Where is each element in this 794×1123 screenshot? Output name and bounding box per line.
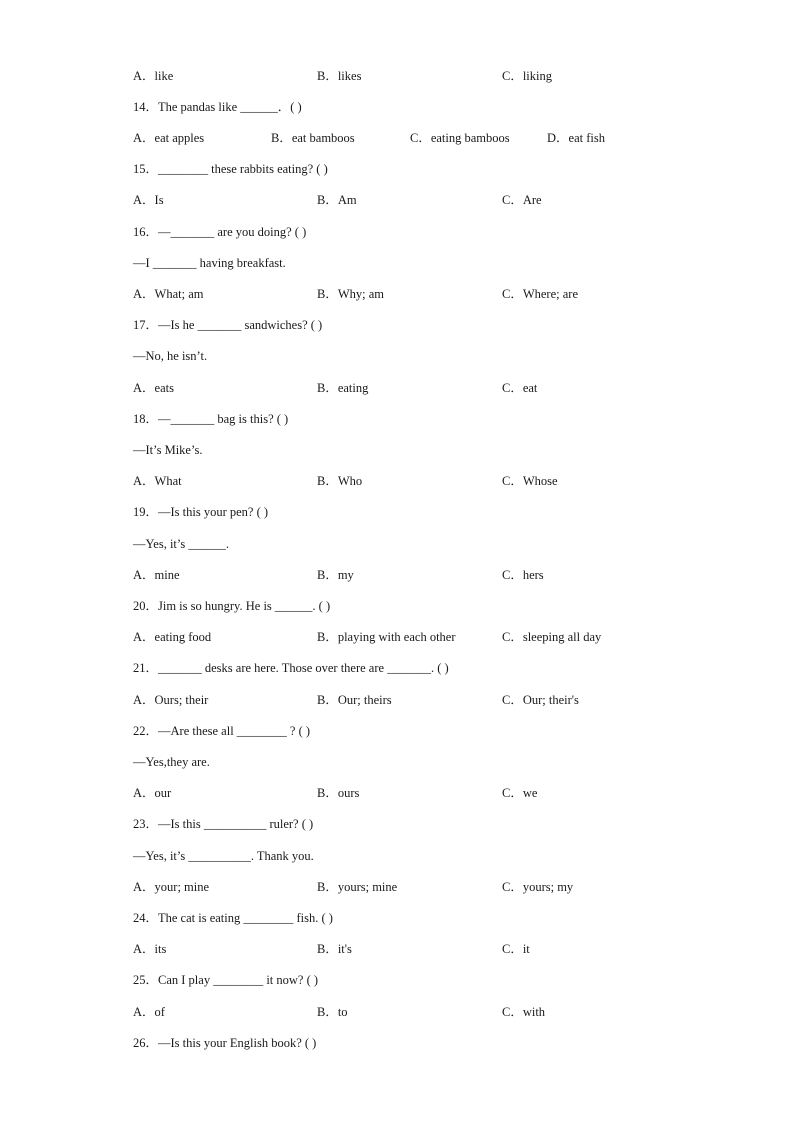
option-c: C．yours; my: [502, 880, 574, 894]
question-text: 23．—Is this __________ ruler? ( ): [133, 817, 314, 831]
question-text: 22．—Are these all ________ ? ( ): [133, 724, 311, 738]
option-b: B．Am: [317, 193, 357, 207]
option-c: C．eating bamboos: [410, 131, 510, 145]
option-b: B．it's: [317, 942, 352, 956]
option-a: A．your; mine: [133, 880, 210, 894]
option-c: C．eat: [502, 381, 538, 395]
option-a: A．like: [133, 69, 174, 83]
question-text: 17．—Is he _______ sandwiches? ( ): [133, 318, 323, 332]
question-text: 14．The pandas like ______．( ): [133, 100, 302, 114]
question-text: 24．The cat is eating ________ fish. ( ): [133, 911, 333, 925]
option-b: B．Our; theirs: [317, 693, 392, 707]
option-b: B．Who: [317, 474, 363, 488]
question-text: 18．—_______ bag is this? ( ): [133, 412, 289, 426]
answer-options: [133, 785, 693, 801]
question-text: —Yes,they are.: [133, 755, 210, 769]
option-c: C．Are: [502, 193, 542, 207]
option-c: C．Our; their's: [502, 693, 579, 707]
option-a: A．What: [133, 474, 182, 488]
answer-options: [133, 941, 693, 957]
question-text: 20．Jim is so hungry. He is ______. ( ): [133, 599, 331, 613]
option-d: D．eat fish: [547, 131, 605, 145]
option-b: B．likes: [317, 69, 362, 83]
question-text: —No, he isn’t.: [133, 349, 208, 363]
question-text: 16．—_______ are you doing? ( ): [133, 225, 307, 239]
answer-options: [133, 130, 693, 146]
question-text: —It’s Mike’s.: [133, 443, 203, 457]
answer-options: [133, 286, 693, 302]
option-b: B．eat bamboos: [271, 131, 355, 145]
question-text: —Yes, it’s ______.: [133, 537, 229, 551]
option-b: B．Why; am: [317, 287, 385, 301]
option-a: A．eat apples: [133, 131, 205, 145]
answer-options: [133, 692, 693, 708]
question-text: —I _______ having breakfast.: [133, 256, 286, 270]
option-b: B．to: [317, 1005, 348, 1019]
option-b: B．ours: [317, 786, 360, 800]
option-a: A．eats: [133, 381, 174, 395]
answer-options: [133, 68, 693, 84]
answer-options: [133, 629, 693, 645]
option-c: C．Where; are: [502, 287, 579, 301]
question-text: 25．Can I play ________ it now? ( ): [133, 973, 319, 987]
option-a: A．our: [133, 786, 172, 800]
option-a: A．Ours; their: [133, 693, 209, 707]
option-b: B．eating: [317, 381, 369, 395]
option-a: A．What; am: [133, 287, 204, 301]
option-c: C．it: [502, 942, 530, 956]
option-c: C．hers: [502, 568, 544, 582]
answer-options: [133, 380, 693, 396]
option-c: C．Whose: [502, 474, 558, 488]
option-a: A．of: [133, 1005, 165, 1019]
question-text: 19．—Is this your pen? ( ): [133, 505, 269, 519]
option-a: A．its: [133, 942, 167, 956]
question-text: 26．—Is this your English book? ( ): [133, 1036, 317, 1050]
answer-options: [133, 567, 693, 583]
answer-options: [133, 1004, 693, 1020]
question-text: 21．_______ desks are here. Those over there are _______. ( ): [133, 661, 449, 675]
answer-options: [133, 473, 693, 489]
option-b: B．playing with each other: [317, 630, 456, 644]
option-c: C．we: [502, 786, 538, 800]
option-c: C．sleeping all day: [502, 630, 602, 644]
answer-options: [133, 192, 693, 208]
option-b: B．yours; mine: [317, 880, 398, 894]
option-b: B．my: [317, 568, 354, 582]
option-c: C．liking: [502, 69, 553, 83]
option-a: A．mine: [133, 568, 180, 582]
answer-options: [133, 879, 693, 895]
option-c: C．with: [502, 1005, 546, 1019]
question-text: —Yes, it’s __________. Thank you.: [133, 849, 314, 863]
option-a: A．eating food: [133, 630, 212, 644]
option-a: A．Is: [133, 193, 164, 207]
question-text: 15．________ these rabbits eating? ( ): [133, 162, 328, 176]
